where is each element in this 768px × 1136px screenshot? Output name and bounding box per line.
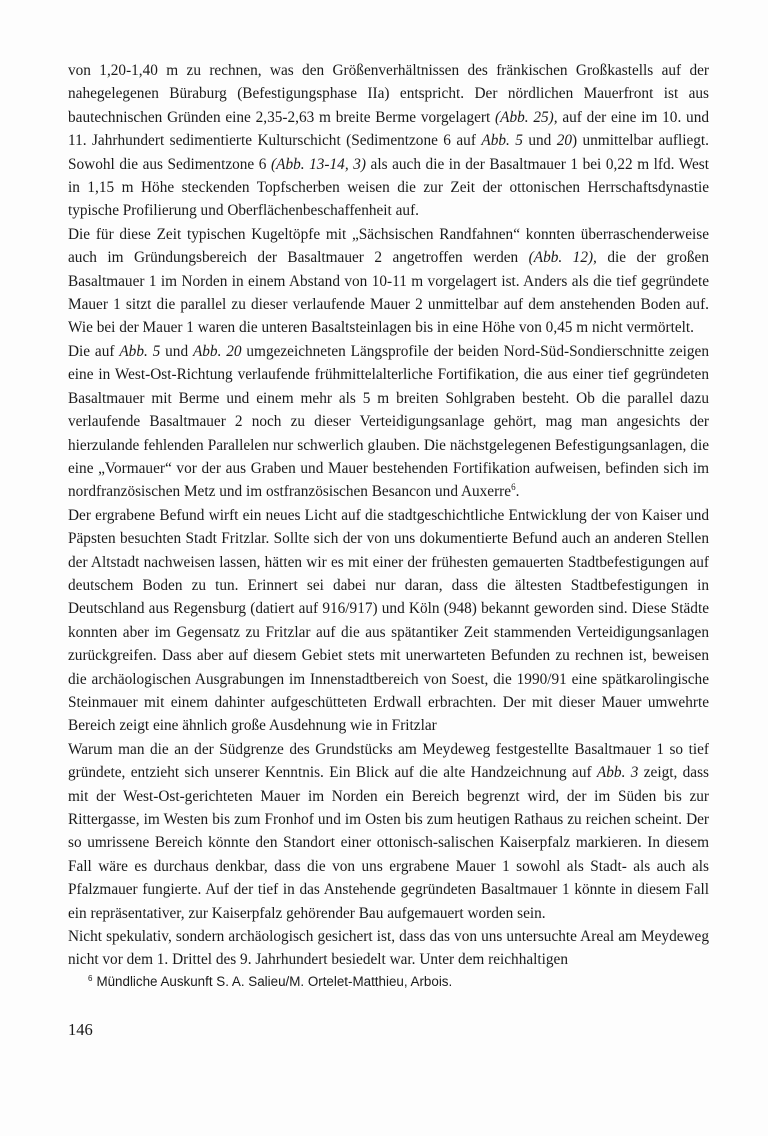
paragraph bbox=[68, 925, 709, 972]
text-run: auf der eine im 10. und 11. Jahrhundert sedimentierte Kulturschicht (Sedimentzone 6 auf bbox=[68, 108, 709, 150]
text-run: ) unmittelbar aufliegt. Sowohl die aus Sedimentzone 6 bbox=[68, 132, 709, 173]
text-run: Warum man die an der Südgrenze des Grundstücks am Meydeweg festgestellte Basaltmauer 1 so tief gründete, entzieht sich unserer Kenntnis. Ein Blick auf die alte Handzeichnung auf bbox=[68, 740, 709, 782]
text-run: Der ergrabene Befund wirft ein neues Licht auf die stadtgeschichtliche Entwicklung der von Kaiser und Päpsten besuchten Stadt Fritzlar. Sollte sich der von uns dokumentierte Befund auch an anderen Stellen der Altstadt nachweisen lassen, hätten wir es mit einer der frühesten gemauerten Stadtbefestigungen auf deutschem Boden zu tun. Erinnert sei dabei nur daran, dass die ältesten Stadtbefestigungen in Deutschland aus Regensburg (datiert auf 916/917) und Köln (948) bekannt geworden sind. Diese Städte konnten aber im Gegensatz zu Fritzlar auf die aus spätantiker Zeit stammenden Verteidigungsanlagen zurückgreifen. Dass aber auf diesem Gebiet stets mit unerwarteten Befunden zu rechnen ist, beweisen die archäologischen Ausgrabungen im Innenstadtbereich von Soest, die 1990/91 eine spätkarolingische Steinmauer mit einem dahinter aufgeschütteten Erdwall erbrachten. Der mit dieser Mauer umwehrte Bereich zeigt eine ähnlich große Ausdehnung wie in Fritzlar bbox=[68, 506, 709, 735]
text-run: und bbox=[522, 132, 557, 150]
figure-reference: (Abb. 13-14, 3) bbox=[271, 155, 366, 173]
figure-reference: 20 bbox=[556, 132, 572, 150]
paragraph bbox=[68, 59, 709, 223]
text-run: und bbox=[160, 342, 193, 360]
footnote-text: Mündliche Auskunft S. A. Salieu/M. Ortelet-Matthieu, Arbois. bbox=[96, 974, 453, 989]
paragraph bbox=[68, 504, 709, 738]
figure-reference: (Abb. 25), bbox=[495, 108, 558, 126]
footnote-reference: 6 bbox=[511, 482, 516, 493]
page-number: 146 bbox=[68, 1020, 93, 1039]
figure-reference: Abb. 5 bbox=[481, 132, 523, 150]
text-run: Nicht spekulativ, sondern archäologisch gesichert ist, dass das von uns untersuchte Areal am Meydeweg nicht vor dem 1. Drittel des 9. Jahrhundert besiedelt war. Unter dem reichhaltigen bbox=[68, 928, 709, 969]
figure-reference: Abb. 20 bbox=[192, 342, 242, 360]
text-run: die der großen Basaltmauer 1 im Norden in einem Abstand von 10-11 m vorgelagert ist. Anders als die tief gegründete Mauer 1 sitzt die parallel zu dieser verlaufende Mauer 2 unmittelbar auf dem anstehenden Boden auf. Wie bei der Mauer 1 waren die unteren Basaltsteinlagen bis in eine Höhe von 0,45 m nicht vermörtelt. bbox=[68, 249, 709, 337]
text-run: als auch die in der Basaltmauer 1 bei 0,22 m lfd. West in 1,15 m Höhe steckenden Topfscherben weisen die zur Zeit der ottonischen Herrschaftsdynastie typische Profilierung und Oberflächenbeschaffenheit auf. bbox=[68, 155, 710, 220]
figure-reference: (Abb. 12), bbox=[528, 249, 597, 267]
footnote-marker: 6 bbox=[88, 973, 93, 983]
text-run: . bbox=[515, 483, 520, 501]
paragraph bbox=[68, 340, 709, 504]
text-run: umgezeichneten Längsprofile der beiden Nord-Süd-Sondierschnitte zeigen eine in West-Ost-Richtung verlaufende frühmittelalterliche Fortifikation, die aus einer tief gegründeten Basaltmauer mit Berme und einem mehr als 5 m breiten Sohlgraben besteht. Ob die parallel dazu verlaufende Basaltmauer 2 noch zu dieser Verteidigungsanlage gehört, mag man angesichts der hierzulande fehlenden Parallelen nur schwerlich glauben. Die nächstgelegenen Befestigungsanlagen, die eine „Vormauer“ vor der aus Graben und Mauer bestehenden Fortifikation aufweisen, befinden sich im nordfranzösischen Metz und im ostfranzösischen Besancon und Auxerre bbox=[68, 342, 709, 501]
text-run: Die auf bbox=[68, 342, 120, 360]
paragraph bbox=[68, 223, 709, 340]
figure-reference: Abb. 3 bbox=[596, 764, 639, 782]
figure-reference: Abb. 5 bbox=[119, 342, 161, 360]
text-run: von 1,20-1,40 m zu rechnen, was den Größenverhältnissen des fränkischen Großkastells auf der nahegelegenen Büraburg (Befestigungsphase IIa) entspricht. Der nördlichen Mauerfront ist aus bautechnischen Gründen eine 2,35-2,63 m breite Berme vorgelagert bbox=[68, 62, 709, 126]
body-text bbox=[68, 59, 709, 972]
footnote bbox=[88, 973, 708, 991]
paragraph bbox=[68, 738, 709, 925]
text-run: zeigt, dass mit der West-Ost-gerichteten Mauer im Norden ein Bereich begrenzt wird, der im Süden bis zur Rittergasse, im Westen bis zum Fronhof und im Osten bis zum heutigen Rathaus zu reichen scheint. Der so umrissene Bereich könnte den Standort einer ottonisch-salischen Kaiserpfalz markieren. In diesem Fall wäre es durchaus denkbar, dass die von uns ergrabene Mauer 1 sowohl als Stadt- als auch als Pfalzmauer fungierte. Auf der tief in das Anstehende gegründeten Basaltmauer 1 könnte in diesem Fall ein repräsentativer, zur Kaiserpfalz gehörender Bau aufgemauert worden sein. bbox=[68, 764, 709, 922]
text-run: Die für diese Zeit typischen Kugeltöpfe mit „Sächsischen Randfahnen“ konnten überraschenderweise auch im Gründungsbereich der Basaltmauer 2 angetroffen werden bbox=[68, 225, 709, 267]
